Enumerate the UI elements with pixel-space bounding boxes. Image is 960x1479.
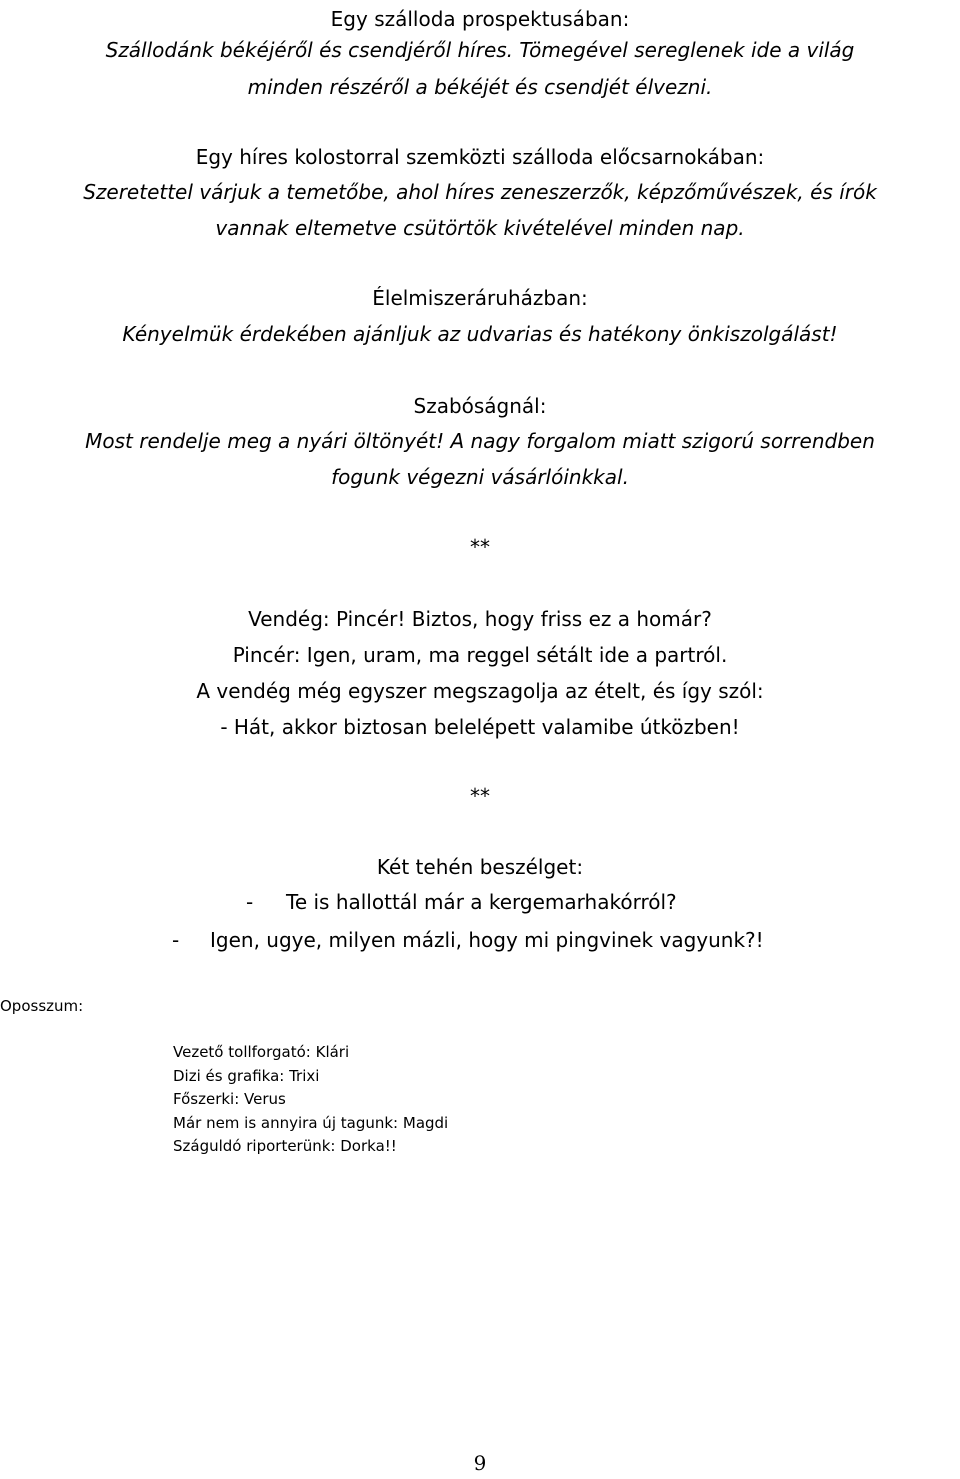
- hotel-brochure-heading: Egy szálloda prospektusában:: [330, 7, 630, 31]
- dialogue-text: Te is hallottál már a kergemarhakórról?: [286, 890, 677, 914]
- dialogue-dash: -: [172, 928, 180, 952]
- page-number: 9: [473, 1451, 487, 1475]
- grocery-line-1: Kényelmük érdekében ajánljuk az udvarias és hatékony önkiszolgálást!: [122, 322, 838, 346]
- monastery-hotel-line-1: Szeretettel várjuk a temetőbe, ahol híres zeneszerzők, képzőművészek, és írók: [83, 180, 877, 204]
- credit-line: Vezető tollforgató: Klári: [173, 1043, 350, 1061]
- tailor-line-1: Most rendelje meg a nyári öltönyét! A nagy forgalom miatt szigorú sorrendben: [85, 429, 875, 453]
- dialogue-dash: -: [246, 890, 254, 914]
- monastery-hotel-line-2: vannak eltemetve csütörtök kivételével minden nap.: [215, 216, 745, 240]
- hotel-brochure-line-1: Szállodánk békéjéről és csendjéről híres. Tömegével sereglenek ide a világ: [105, 38, 855, 62]
- cow-joke-line-1: [0, 883, 960, 921]
- section-label-oposszum: Oposszum:: [0, 997, 84, 1015]
- lobster-joke-line-1: Vendég: Pincér! Biztos, hogy friss ez a homár?: [248, 607, 712, 631]
- credit-line: Főszerki: Verus: [173, 1090, 286, 1108]
- tailor-line-2: fogunk végezni vásárlóinkkal.: [331, 465, 629, 489]
- dialogue-text: Igen, ugye, milyen mázli, hogy mi pingvinek vagyunk?!: [210, 928, 764, 952]
- separator-2: **: [470, 784, 490, 808]
- credits-list: [173, 1041, 448, 1159]
- credit-line: Száguldó riporterünk: Dorka!!: [173, 1137, 397, 1155]
- lobster-joke-line-3: A vendég még egyszer megszagolja az ételt, és így szól:: [196, 679, 764, 703]
- monastery-hotel-heading: Egy híres kolostorral szemközti szálloda előcsarnokában:: [195, 145, 765, 169]
- cow-joke-dialogue: [0, 883, 960, 959]
- lobster-joke-line-2: Pincér: Igen, uram, ma reggel sétált ide a partról.: [232, 643, 728, 667]
- credit-line: Már nem is annyira új tagunk: Magdi: [173, 1113, 449, 1132]
- credit-line: Dizi és grafika: Trixi: [173, 1066, 320, 1085]
- separator-1: **: [470, 535, 490, 559]
- grocery-heading: Élelmiszeráruházban:: [372, 286, 588, 310]
- lobster-joke-line-4: - Hát, akkor biztosan belelépett valamibe útközben!: [220, 715, 740, 739]
- hotel-brochure-line-2: minden részéről a békéjét és csendjét élvezni.: [247, 75, 713, 99]
- cow-joke-line-2: [0, 921, 960, 959]
- cow-joke-heading: Két tehén beszélget:: [376, 855, 584, 879]
- tailor-heading: Szabóságnál:: [413, 394, 547, 418]
